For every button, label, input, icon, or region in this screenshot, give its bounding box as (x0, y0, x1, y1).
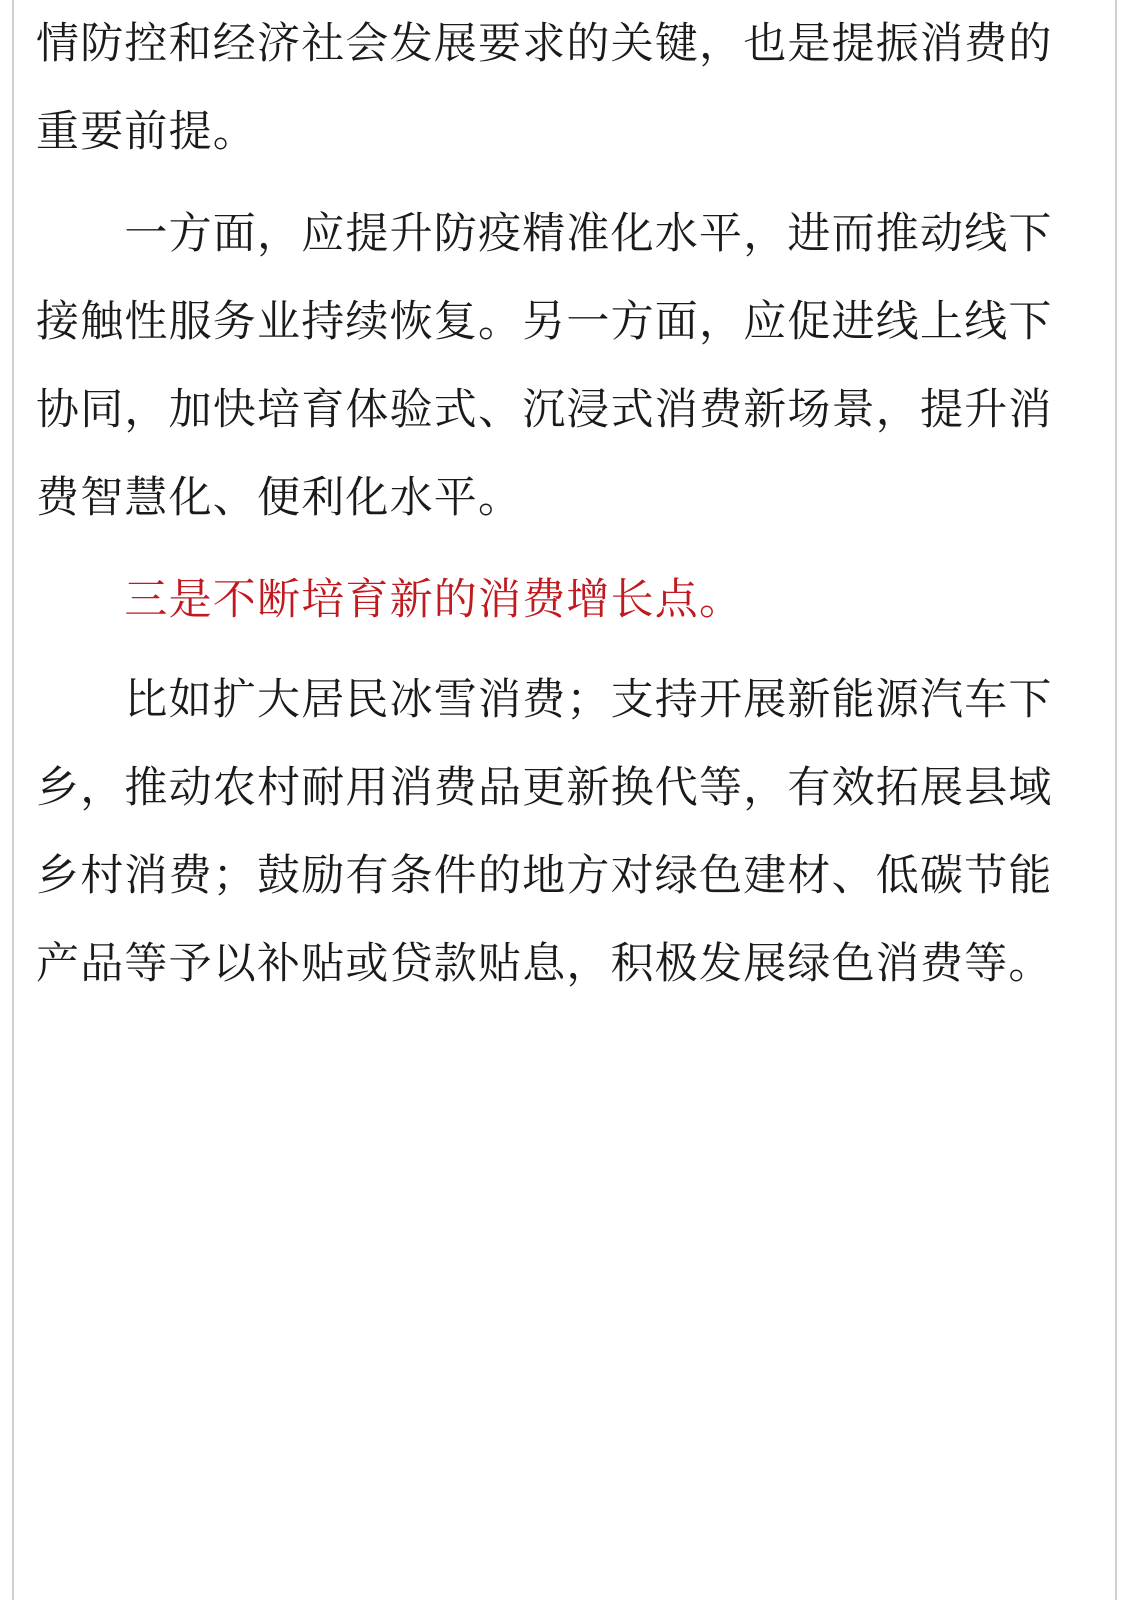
text-line: 情防控和经济社会发展要求的关键，也是提振消费的 (36, 19, 1053, 69)
text-line: 一方面，应提升防疫精准化水平，进而推动线下 (36, 209, 1053, 259)
text-line: 产品等予以补贴或贷款贴息，积极发展绿色消费等。 (36, 939, 1053, 989)
highlight-heading (36, 556, 1096, 644)
paragraph-4 (36, 656, 1096, 1008)
text-line: 比如扩大居民冰雪消费；支持开展新能源汽车下 (36, 675, 1053, 725)
text-line: 乡村消费；鼓励有条件的地方对绿色建材、低碳节能 (36, 851, 1053, 901)
paragraph-2 (36, 190, 1096, 542)
text-line: 接触性服务业持续恢复。另一方面，应促进线上线下 (36, 297, 1053, 347)
text-line: 协同，加快培育体验式、沉浸式消费新场景，提升消 (36, 385, 1053, 435)
heading-line: 三是不断培育新的消费增长点。 (36, 575, 744, 625)
text-line: 费智慧化、便利化水平。 (36, 473, 523, 523)
text-line: 重要前提。 (36, 107, 257, 157)
paragraph-1 (36, 0, 1096, 176)
document-page (12, 0, 1117, 1600)
text-line: 乡，推动农村耐用消费品更新换代等，有效拓展县域 (36, 763, 1053, 813)
